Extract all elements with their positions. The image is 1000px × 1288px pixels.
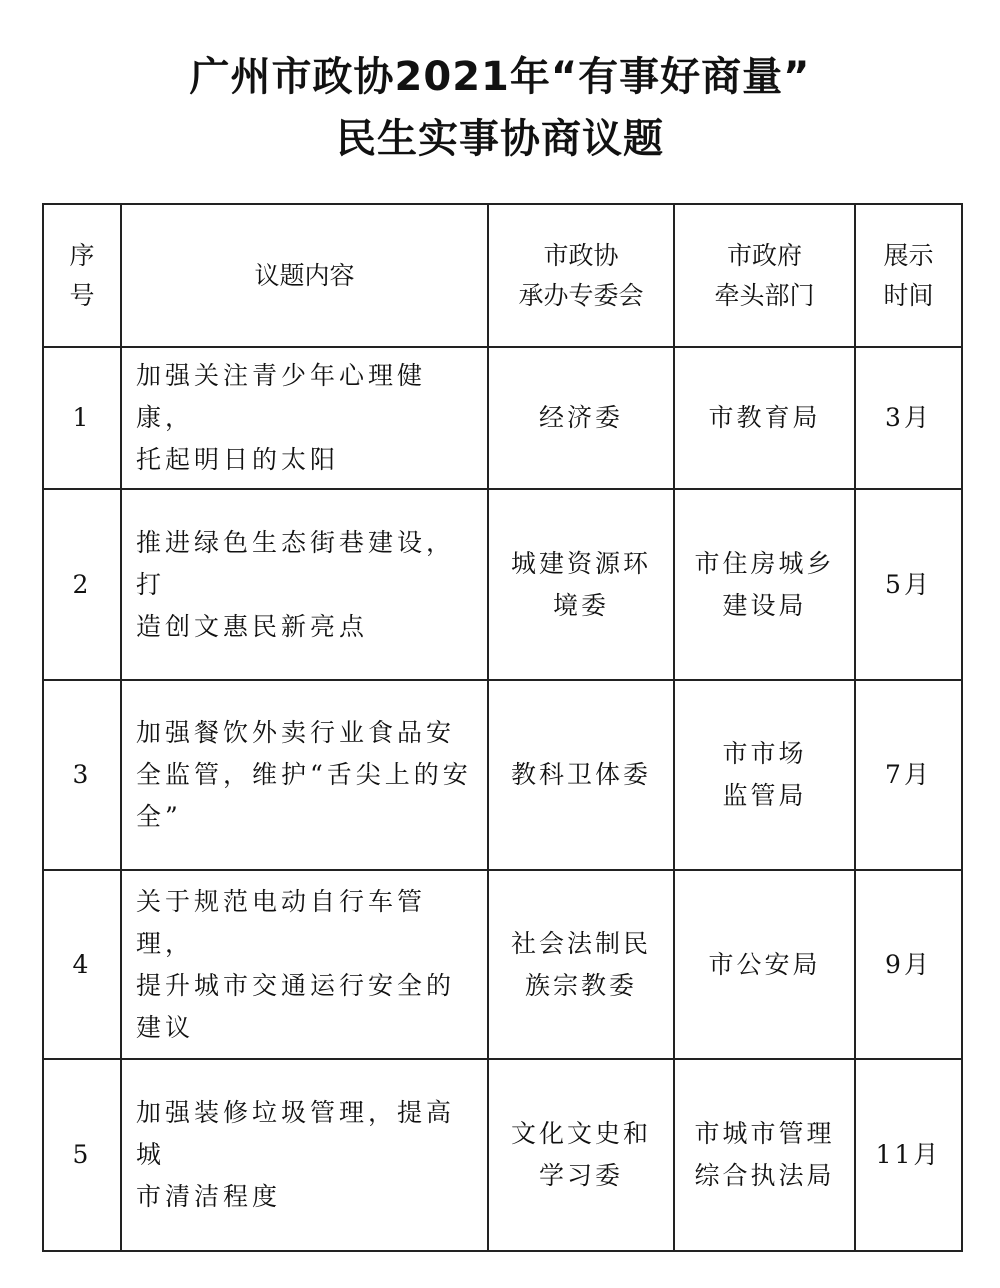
cell-committee-line: 教科卫体委	[510, 760, 651, 789]
cell-committee-line: 经济委	[538, 403, 623, 432]
cell-department-line: 市住房城乡	[694, 548, 835, 578]
table-row	[43, 680, 962, 870]
cell-time: 3月	[855, 347, 962, 489]
cell-committee-line: 学习委	[538, 1161, 623, 1190]
header-committee-line: 承办专委会	[518, 280, 644, 310]
cell-committee	[488, 1059, 674, 1251]
cell-seq: 2	[43, 489, 121, 680]
cell-content-line: 市清洁程度	[136, 1182, 282, 1211]
cell-content-line: 提升城市交通运行安全的	[136, 970, 456, 1000]
cell-content-line: 加强装修垃圾管理，提高城	[136, 1098, 456, 1169]
document-title-line-2: 民生实事协商议题	[336, 116, 664, 162]
cell-content	[121, 347, 488, 489]
cell-seq: 1	[43, 347, 121, 489]
cell-committee	[488, 347, 674, 489]
cell-department	[674, 347, 855, 489]
agenda-table-body	[43, 347, 962, 1251]
document-title-line-1: 广州市政协2021年“有事好商量”	[189, 54, 811, 100]
cell-content-line: 全”	[136, 802, 182, 831]
table-row	[43, 1059, 962, 1251]
cell-content	[121, 489, 488, 680]
header-content	[121, 204, 488, 347]
cell-content	[121, 870, 488, 1059]
cell-content-line: 全监管，维护“舌尖上的安	[136, 760, 472, 789]
cell-committee	[488, 489, 674, 680]
header-committee-line: 市政协	[543, 240, 619, 270]
cell-department-line: 市市场	[722, 739, 807, 768]
cell-committee-line: 社会法制民	[510, 928, 651, 958]
cell-department	[674, 870, 855, 1059]
cell-committee	[488, 870, 674, 1059]
header-department-line: 市政府	[726, 240, 802, 270]
cell-department-line: 市城市管理	[694, 1119, 835, 1148]
header-department-line: 牵头部门	[714, 280, 815, 310]
header-time-line: 展示	[883, 240, 934, 270]
cell-content	[121, 1059, 488, 1251]
cell-time: 7月	[855, 680, 962, 870]
cell-committee-line: 族宗教委	[524, 970, 637, 1000]
header-seq	[43, 204, 121, 347]
cell-time: 9月	[855, 870, 962, 1059]
cell-department-line: 市教育局	[708, 403, 821, 432]
cell-content-line: 加强关注青少年心理健康，	[136, 361, 427, 432]
header-seq-line: 号	[69, 280, 95, 310]
cell-committee-line: 文化文史和	[510, 1119, 651, 1148]
cell-content-line: 造创文惠民新亮点	[136, 611, 369, 641]
cell-seq: 4	[43, 870, 121, 1059]
header-department	[674, 204, 855, 347]
table-row	[43, 489, 962, 680]
agenda-table-header	[43, 204, 962, 347]
cell-department-line: 建设局	[722, 590, 807, 620]
header-committee	[488, 204, 674, 347]
cell-time: 11月	[855, 1059, 962, 1251]
cell-committee-line: 境委	[552, 590, 609, 620]
cell-department-line: 市公安局	[708, 949, 821, 979]
cell-content	[121, 680, 488, 870]
cell-committee	[488, 680, 674, 870]
header-time	[855, 204, 962, 347]
cell-seq: 5	[43, 1059, 121, 1251]
header-content-line: 议题内容	[254, 260, 355, 290]
cell-department	[674, 680, 855, 870]
cell-content-line: 关于规范电动自行车管理，	[136, 886, 427, 958]
cell-content-line: 加强餐饮外卖行业食品安	[136, 718, 456, 747]
cell-department-line: 综合执法局	[694, 1161, 835, 1190]
header-row	[43, 204, 962, 347]
cell-department	[674, 1059, 855, 1251]
cell-content-line: 建议	[136, 1012, 195, 1042]
cell-committee-line: 城建资源环	[510, 548, 651, 578]
table-row	[43, 870, 962, 1059]
cell-content-line: 推进绿色生态街巷建设，打	[136, 527, 456, 599]
cell-time: 5月	[855, 489, 962, 680]
cell-seq: 3	[43, 680, 121, 870]
table-row	[43, 347, 962, 489]
cell-department	[674, 489, 855, 680]
header-time-line: 时间	[883, 280, 934, 310]
agenda-table	[42, 203, 963, 1252]
cell-content-line: 托起明日的太阳	[136, 445, 340, 474]
header-seq-line: 序	[69, 240, 95, 270]
cell-department-line: 监管局	[722, 781, 807, 810]
